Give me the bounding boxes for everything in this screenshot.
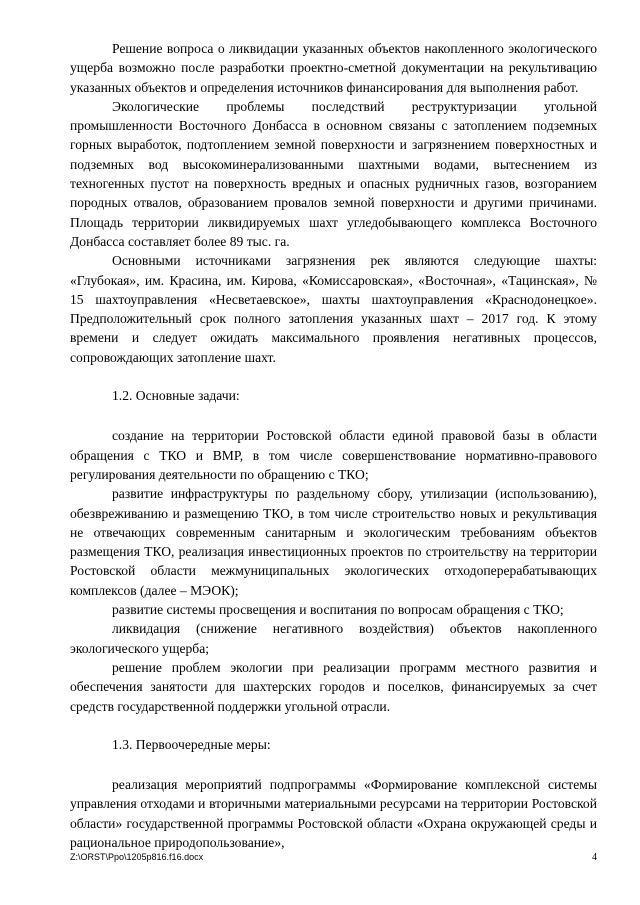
footer-file-path: Z:\ORST\Ppo\1205p816.f16.docx xyxy=(70,852,204,862)
paragraph-ecological-problems: Экологические проблемы последствий реструктуризации угольной промышленности Восточного Донбасса в основном связаны с затоплением подземных горных выработок, подтоплением земной поверхности и загрязнением поверхностных и подземных вод высокоминерализованными шахтными водами, вытеснением из техногенных пустот на поверхность вредных и опасных рудничных газов, возгоранием породных отвалов, образованием провалов земной поверхности и другими причинами. Площадь территории ликвидируемых шахт угледобывающего комплекса Восточного Донбасса составляет более 89 тыс. га. xyxy=(70,98,597,249)
task-item: ликвидация (снижение негативного воздействия) объектов накопленного экологического ущерба; xyxy=(70,621,597,656)
task-item: решение проблем экологии при реализации программ местного развития и обеспечения занятости для шахтерских городов и поселков, финансируемых за счет средств государственной поддержки угольной отрасли. xyxy=(70,659,597,714)
paragraph-liquidation: Решение вопроса о ликвидации указанных объектов накопленного экологического ущерба возможно после разработки проектно-сметной документации на рекультивацию указанных объектов и определения источников финансирования для выполнения работ. xyxy=(70,41,597,95)
section-heading-tasks: 1.2. Основные задачи: xyxy=(112,388,240,404)
task-item: развитие инфраструктуры по раздельному сбору, утилизации (использованию), обезвреживанию и размещению ТКО, в том числе строительство новых и рекультивация не отвечающих современным санитарным и экологическим требованиям объектов размещения ТКО, реализация инвестиционных проектов по строительству на территории Ростовской области межмуниципальных экологических отходоперерабатывающих комплексов (далее – МЭОК); xyxy=(70,486,597,598)
measure-item: реализация мероприятий подпрограммы «Формирование комплексной системы управления отходами и вторичными материальными ресурсами на территории Ростовской области» государственной программы Ростовской области «Охрана окружающей среды и рациональное природопользование», xyxy=(70,777,597,850)
task-item: создание на территории Ростовской области единой правовой базы в области обращения с ТКО и ВМР, в том числе совершенствование нормативно-правового регулирования деятельности по обращению с ТКО; xyxy=(70,428,597,482)
section-heading-measures: 1.3. Первоочередные меры: xyxy=(112,736,271,752)
task-item: развитие системы просвещения и воспитания по вопросам обращения с ТКО; xyxy=(112,602,564,618)
document-body xyxy=(70,39,597,852)
page-number: 4 xyxy=(592,852,597,863)
paragraph-pollution-sources: Основными источниками загрязнения рек являются следующие шахты: «Глубокая», им. Красина, им. Кирова, «Комиссаровская», «Восточная», «Тацинская», № 15 шахтоуправления «Несветаевское», шахты шахтоуправления «Краснодонецкое». Предположительный срок полного затопления указанных шахт – 2017 год. К этому времени и следует ожидать максимального проявления негативных процессов, сопровождающих затопление шахт. xyxy=(70,253,597,365)
